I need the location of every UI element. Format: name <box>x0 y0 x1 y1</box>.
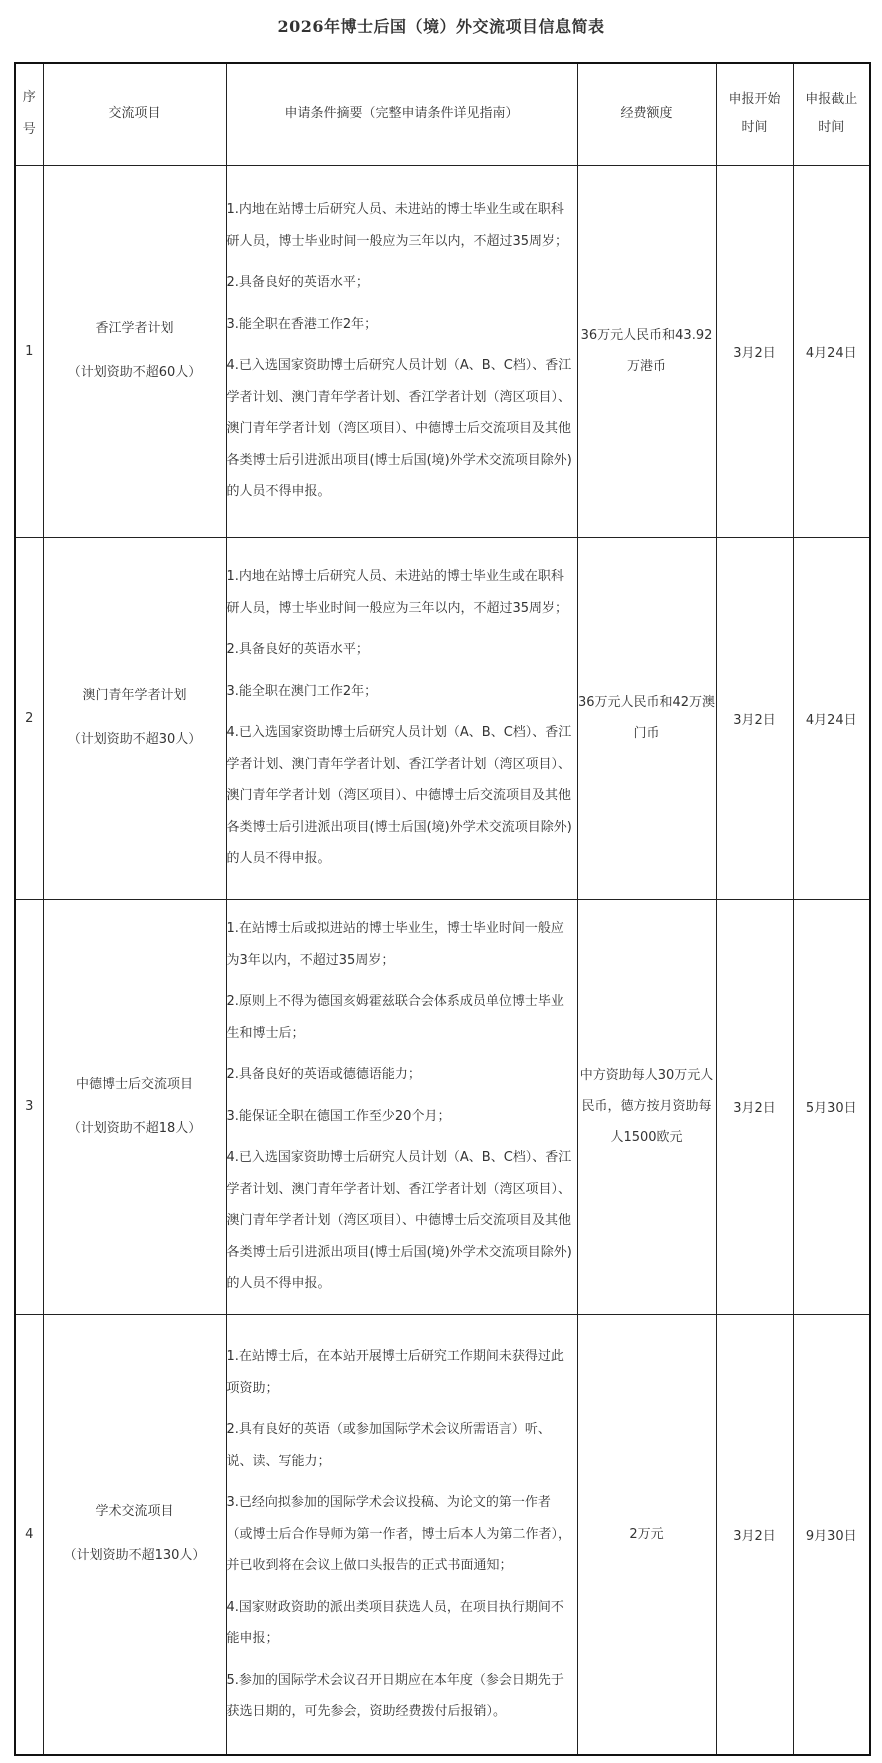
condition-item: 1.内地在站博士后研究人员、未进站的博士毕业生或在职科研人员，博士毕业时间一般应为三年以内，不超过35周岁； <box>226 569 569 616</box>
page-title: 2026年博士后国（境）外交流项目信息简表 <box>277 17 605 36</box>
table-row <box>15 537 870 899</box>
table-header-row <box>15 63 870 165</box>
project-quota: （计划资助不超30人） <box>67 732 202 747</box>
row-conditions <box>226 1314 577 1755</box>
condition-item: 3.已经向拟参加的国际学术会议投稿、为论文的第一作者（或博士后合作导师为第一作者，博士后本人为第二作者），并已收到将在会议上做口头报告的正式书面通知； <box>226 1495 572 1573</box>
row-funding: 中方资助每人30万元人民币，德方按月资助每人1500欧元 <box>577 899 716 1314</box>
row-funding: 36万元人民币和43.92万港币 <box>577 165 716 537</box>
table-row <box>15 1314 870 1755</box>
row-funding: 2万元 <box>577 1314 716 1755</box>
condition-item: 4.已入选国家资助博士后研究人员计划（A、B、C档）、香江学者计划、澳门青年学者计划、香江学者计划（湾区项目）、澳门青年学者计划（湾区项目）、中德博士后交流项目及其他各类博士后引进派出项目(博士后国(境)外学术交流项目除外)的人员不得申报。 <box>226 358 572 500</box>
header-start-line1: 申报开始 <box>728 92 781 108</box>
project-quota: （计划资助不超60人） <box>67 365 202 380</box>
row-project <box>43 1314 226 1755</box>
row-seq: 4 <box>15 1314 43 1755</box>
project-name: 中德博士后交流项目 <box>75 1076 193 1092</box>
condition-item: 3.能保证全职在德国工作至少20个月； <box>226 1108 451 1124</box>
project-quota: （计划资助不超18人） <box>67 1120 202 1136</box>
condition-item: 2.具备良好的英语水平； <box>226 642 369 658</box>
row-start-date: 3月2日 <box>716 899 793 1314</box>
project-quota: （计划资助不超130人） <box>63 1548 206 1564</box>
header-start-time <box>716 63 793 165</box>
table-row <box>15 899 870 1314</box>
row-project <box>43 537 226 899</box>
header-conditions: 申请条件摘要（完整申请条件详见指南） <box>226 63 577 165</box>
row-funding: 36万元人民币和42万澳门币 <box>577 537 716 899</box>
condition-item: 4.国家财政资助的派出类项目获选人员，在项目执行期间不能申报； <box>226 1599 564 1646</box>
header-end-line1: 申报截止 <box>805 92 858 108</box>
header-end-line2: 时间 <box>818 120 845 136</box>
row-end-date: 4月24日 <box>793 537 870 899</box>
project-name: 澳门青年学者计划 <box>82 688 187 703</box>
header-end-time <box>793 63 870 165</box>
row-seq: 2 <box>15 537 43 899</box>
row-end-date: 4月24日 <box>793 165 870 537</box>
condition-item: 2.具备良好的英语或德德语能力； <box>226 1067 421 1083</box>
condition-item: 5.参加的国际学术会议召开日期应在本年度（参会日期先于获选日期的，可先参会，资助经费拨付后报销）。 <box>226 1672 564 1719</box>
row-project <box>43 899 226 1314</box>
project-info-table <box>14 62 871 1756</box>
row-project <box>43 165 226 537</box>
project-name: 香江学者计划 <box>95 321 174 336</box>
condition-item: 2.具有良好的英语（或参加国际学术会议所需语言）听、说、读、写能力； <box>226 1422 551 1469</box>
header-seq <box>15 63 43 165</box>
header-seq-line1: 序 <box>22 90 36 106</box>
row-seq: 3 <box>15 899 43 1314</box>
row-start-date: 3月2日 <box>716 165 793 537</box>
row-conditions <box>226 165 577 537</box>
header-project: 交流项目 <box>43 63 226 165</box>
condition-item: 1.在站博士后或拟进站的博士毕业生，博士毕业时间一般应为3年以内，不超过35周岁； <box>226 921 564 968</box>
header-funding: 经费额度 <box>577 63 716 165</box>
condition-item: 3.能全职在香港工作2年； <box>226 316 378 332</box>
header-start-line2: 时间 <box>741 120 768 136</box>
row-end-date: 9月30日 <box>793 1314 870 1755</box>
condition-item: 3.能全职在澳门工作2年； <box>226 683 378 699</box>
table-row <box>15 165 870 537</box>
row-seq: 1 <box>15 165 43 537</box>
header-seq-line2: 号 <box>22 122 36 138</box>
condition-item: 1.内地在站博士后研究人员、未进站的博士毕业生或在职科研人员，博士毕业时间一般应为三年以内，不超过35周岁； <box>226 202 569 249</box>
row-end-date: 5月30日 <box>793 899 870 1314</box>
condition-item: 4.已入选国家资助博士后研究人员计划（A、B、C档）、香江学者计划、澳门青年学者计划、香江学者计划（湾区项目）、澳门青年学者计划（湾区项目）、中德博士后交流项目及其他各类博士后引进派出项目(博士后国(境)外学术交流项目除外)的人员不得申报。 <box>226 725 572 867</box>
row-start-date: 3月2日 <box>716 537 793 899</box>
row-conditions <box>226 899 577 1314</box>
row-start-date: 3月2日 <box>716 1314 793 1755</box>
condition-item: 4.已入选国家资助博士后研究人员计划（A、B、C档）、香江学者计划、澳门青年学者计划、香江学者计划（湾区项目）、澳门青年学者计划（湾区项目）、中德博士后交流项目及其他各类博士后引进派出项目(博士后国(境)外学术交流项目除外)的人员不得申报。 <box>226 1150 572 1292</box>
condition-item: 2.原则上不得为德国亥姆霍兹联合会体系成员单位博士毕业生和博士后； <box>226 994 564 1041</box>
condition-item: 2.具备良好的英语水平； <box>226 275 369 291</box>
condition-item: 1.在站博士后，在本站开展博士后研究工作期间未获得过此项资助； <box>226 1349 564 1396</box>
project-name: 学术交流项目 <box>95 1504 174 1520</box>
row-conditions <box>226 537 577 899</box>
